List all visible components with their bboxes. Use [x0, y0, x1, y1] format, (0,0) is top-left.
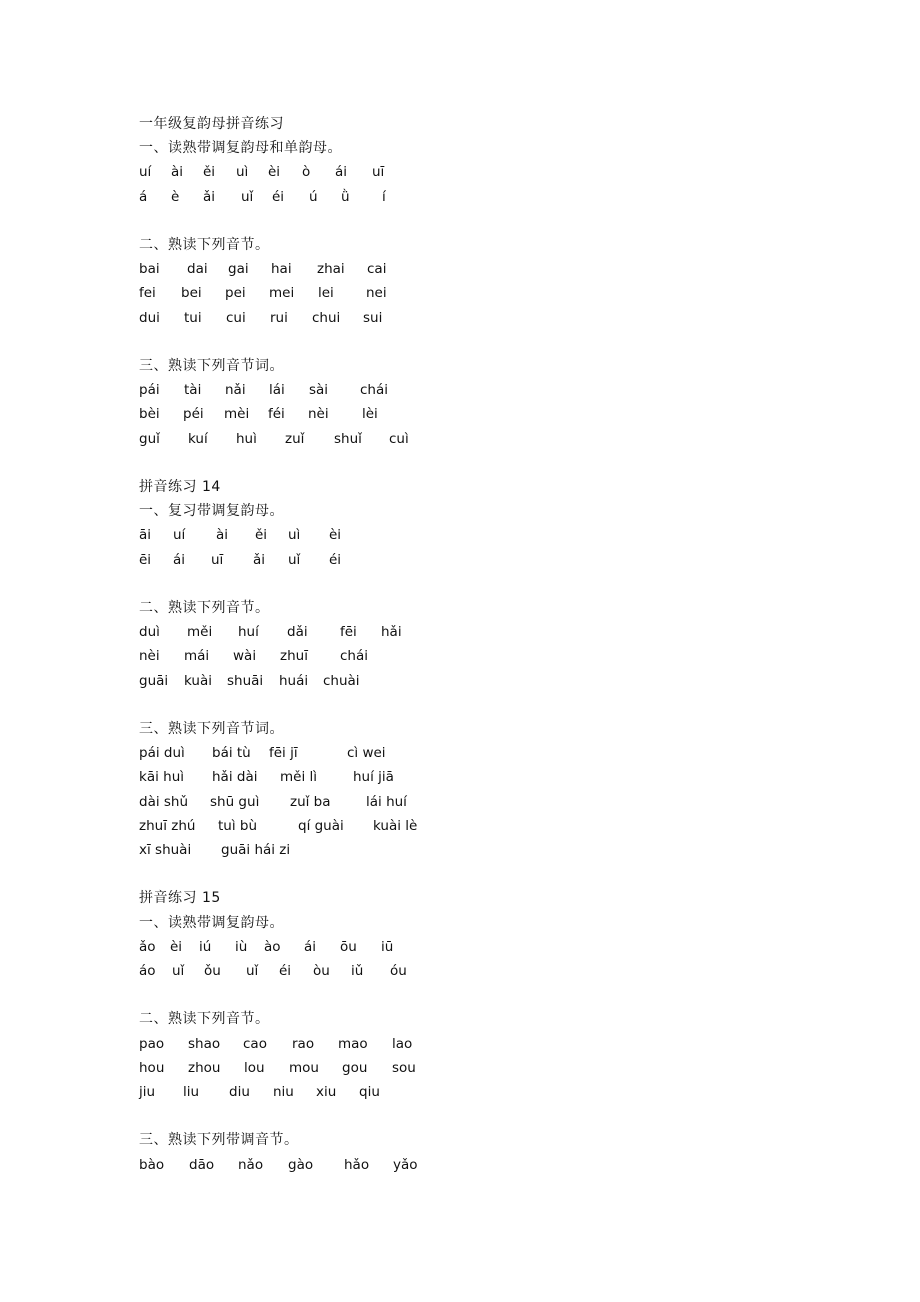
pinyin-syllable: ěi	[255, 527, 268, 544]
pinyin-syllable: cì wei	[347, 745, 386, 762]
pinyin-syllable: pao	[139, 1035, 165, 1052]
pinyin-syllable: mou	[289, 1059, 319, 1076]
pinyin-syllable: mei	[269, 285, 295, 302]
pinyin-row	[139, 185, 439, 209]
pinyin-syllable: iú	[199, 938, 212, 955]
pinyin-syllable: ěi	[203, 164, 216, 181]
pinyin-syllable: mái	[184, 648, 210, 665]
pinyin-syllable: fēi jī	[269, 745, 298, 762]
pinyin-syllable: hai	[271, 261, 292, 278]
pinyin-syllable: ài	[171, 164, 184, 181]
pinyin-row	[139, 1056, 439, 1080]
pinyin-row	[139, 959, 439, 983]
pinyin-syllable: uì	[288, 527, 301, 544]
pinyin-syllable: kuài	[184, 672, 212, 689]
pinyin-syllable: tài	[184, 382, 202, 399]
pinyin-syllable: féi	[268, 406, 285, 423]
pinyin-syllable: ēi	[139, 551, 152, 568]
pinyin-syllable: liu	[183, 1084, 200, 1100]
pinyin-syllable: bái tù	[212, 745, 251, 762]
pinyin-syllable: ào	[264, 938, 281, 955]
pinyin-syllable: á	[139, 188, 148, 205]
pinyin-syllable: mao	[338, 1035, 368, 1052]
pinyin-row	[139, 741, 439, 765]
pinyin-syllable: hou	[139, 1059, 165, 1076]
pinyin-syllable: guǐ	[139, 430, 160, 447]
pinyin-syllable: dāo	[189, 1156, 215, 1173]
pinyin-syllable: lái	[269, 382, 285, 399]
pinyin-syllable: gou	[342, 1059, 368, 1076]
pinyin-syllable: guāi hái zi	[221, 842, 291, 858]
pinyin-syllable: uì	[236, 164, 249, 181]
pinyin-syllable: qiu	[359, 1084, 380, 1100]
pinyin-row	[139, 427, 439, 451]
pinyin-syllable: pái duì	[139, 745, 185, 762]
pinyin-row	[139, 838, 439, 862]
pinyin-syllable: nèi	[139, 648, 160, 665]
pinyin-syllable: áo	[139, 963, 156, 979]
pinyin-syllable: tui	[184, 309, 202, 326]
pinyin-syllable: sou	[392, 1059, 416, 1076]
pinyin-row	[139, 257, 439, 281]
pinyin-syllable: xiu	[316, 1084, 337, 1100]
pinyin-syllable: gai	[228, 261, 249, 278]
pinyin-syllable: sui	[363, 309, 383, 326]
pinyin-syllable: cui	[226, 309, 246, 326]
section-heading: 一、读熟带调复韵母。	[139, 914, 284, 931]
pinyin-syllable: měi lì	[280, 769, 317, 786]
pinyin-syllable: āi	[139, 527, 152, 544]
pinyin-syllable: shuāi	[227, 672, 264, 689]
pinyin-row	[139, 620, 439, 644]
pinyin-syllable: ǎo	[139, 938, 156, 955]
pinyin-syllable: hǎo	[344, 1156, 370, 1173]
pinyin-syllable: kuài lè	[373, 817, 418, 834]
pinyin-syllable: huí	[238, 624, 259, 641]
pinyin-syllable: ǎi	[253, 551, 266, 568]
pinyin-syllable: huái	[279, 672, 309, 689]
pinyin-row	[139, 160, 439, 184]
pinyin-syllable: uí	[139, 164, 152, 181]
pinyin-syllable: fei	[139, 285, 156, 302]
pinyin-syllable: ǜ	[341, 188, 350, 205]
pinyin-row	[139, 1080, 439, 1104]
pinyin-syllable: hǎi	[381, 624, 402, 641]
pinyin-syllable: ǒu	[204, 963, 221, 979]
pinyin-syllable: èi	[170, 938, 183, 955]
pinyin-syllable: zuǐ	[285, 430, 305, 447]
pinyin-syllable: è	[171, 188, 180, 205]
pinyin-syllable: iù	[235, 938, 248, 955]
pinyin-syllable: wài	[233, 648, 257, 665]
pinyin-syllable: pái	[139, 382, 160, 399]
pinyin-syllable: lou	[244, 1059, 265, 1076]
pinyin-syllable: mèi	[224, 406, 250, 423]
pinyin-syllable: tuì bù	[218, 817, 258, 834]
section-heading: 拼音练习 14	[139, 479, 221, 495]
pinyin-syllable: chái	[360, 382, 389, 399]
pinyin-syllable: shuǐ	[334, 430, 362, 447]
pinyin-syllable: lèi	[362, 406, 378, 423]
pinyin-syllable: bai	[139, 261, 160, 278]
pinyin-syllable: cao	[243, 1035, 267, 1052]
pinyin-syllable: óu	[390, 963, 407, 979]
pinyin-row	[139, 306, 439, 330]
pinyin-syllable: lái huí	[366, 793, 407, 810]
pinyin-row	[139, 644, 439, 668]
section-heading: 二、熟读下列音节。	[139, 1011, 270, 1028]
pinyin-syllable: uǐ	[241, 188, 254, 205]
pinyin-syllable: iū	[381, 938, 394, 955]
pinyin-syllable: uí	[173, 527, 186, 544]
pinyin-syllable: ái	[173, 551, 186, 568]
pinyin-syllable: ái	[335, 164, 348, 181]
pinyin-syllable: dui	[139, 309, 160, 326]
pinyin-syllable: zhuī	[280, 648, 308, 665]
pinyin-syllable: huì	[236, 430, 257, 447]
pinyin-syllable: zuǐ ba	[290, 793, 331, 810]
pinyin-syllable: ú	[309, 188, 318, 205]
pinyin-syllable: lei	[318, 285, 334, 302]
pinyin-syllable: ò	[302, 164, 311, 181]
pinyin-syllable: nǎo	[238, 1156, 264, 1173]
pinyin-syllable: bào	[139, 1156, 165, 1173]
pinyin-syllable: gào	[288, 1156, 314, 1173]
pinyin-syllable: bèi	[139, 406, 160, 423]
section-heading: 一、读熟带调复韵母和单韵母。	[139, 140, 342, 157]
pinyin-row	[139, 814, 439, 838]
pinyin-syllable: nèi	[308, 406, 329, 423]
pinyin-row	[139, 548, 439, 572]
pinyin-syllable: shū guì	[210, 793, 260, 810]
pinyin-syllable: í	[382, 188, 386, 205]
pinyin-row	[139, 935, 439, 959]
pinyin-syllable: éi	[329, 551, 342, 568]
pinyin-row	[139, 378, 439, 402]
pinyin-row	[139, 402, 439, 426]
pinyin-syllable: lao	[392, 1035, 413, 1052]
pinyin-syllable: huí jiā	[353, 769, 394, 786]
pinyin-syllable: cuì	[389, 430, 409, 447]
pinyin-row	[139, 790, 439, 814]
pinyin-syllable: uǐ	[246, 963, 259, 979]
pinyin-syllable: uī	[372, 164, 385, 181]
section-heading: 拼音练习 15	[139, 890, 221, 907]
pinyin-syllable: hǎi dài	[212, 769, 258, 786]
pinyin-syllable: nǎi	[225, 382, 246, 399]
pinyin-syllable: ái	[304, 938, 317, 955]
pinyin-syllable: sài	[309, 382, 329, 399]
pinyin-syllable: kuí	[188, 430, 208, 447]
pinyin-syllable: uī	[211, 551, 224, 568]
pinyin-syllable: péi	[183, 406, 204, 423]
pinyin-syllable: iǔ	[351, 963, 364, 979]
section-heading: 三、熟读下列音节词。	[139, 721, 284, 737]
pinyin-syllable: zhuī zhú	[139, 817, 196, 834]
pinyin-syllable: òu	[313, 963, 330, 979]
pinyin-syllable: duì	[139, 624, 160, 641]
pinyin-syllable: rao	[292, 1035, 315, 1052]
pinyin-syllable: zhai	[317, 261, 345, 278]
pinyin-syllable: éi	[279, 963, 292, 979]
pinyin-syllable: bei	[181, 285, 202, 302]
section-heading: 二、熟读下列音节。	[139, 600, 270, 616]
pinyin-syllable: nei	[366, 285, 387, 302]
pinyin-syllable: fēi	[340, 624, 357, 641]
pinyin-syllable: dǎi	[287, 624, 308, 641]
pinyin-syllable: chuài	[323, 672, 360, 689]
pinyin-syllable: dài shǔ	[139, 793, 189, 810]
pinyin-syllable: niu	[273, 1084, 294, 1100]
pinyin-syllable: ài	[216, 527, 229, 544]
pinyin-syllable: guāi	[139, 672, 169, 689]
pinyin-syllable: diu	[229, 1084, 250, 1100]
pinyin-syllable: cai	[367, 261, 387, 278]
pinyin-row	[139, 523, 439, 547]
pinyin-row	[139, 1032, 439, 1056]
pinyin-syllable: uǐ	[288, 551, 301, 568]
pinyin-syllable: xī shuài	[139, 842, 192, 858]
pinyin-syllable: ōu	[340, 938, 357, 955]
pinyin-syllable: éi	[272, 188, 285, 205]
pinyin-syllable: chui	[312, 309, 341, 326]
pinyin-syllable: chái	[340, 648, 369, 665]
section-heading: 一年级复韵母拼音练习	[139, 116, 284, 132]
pinyin-syllable: měi	[187, 624, 213, 641]
pinyin-syllable: zhou	[188, 1059, 221, 1076]
pinyin-syllable: èi	[329, 527, 342, 544]
pinyin-syllable: kāi huì	[139, 769, 184, 786]
pinyin-row	[139, 669, 439, 693]
pinyin-row	[139, 281, 439, 305]
pinyin-syllable: rui	[270, 309, 288, 326]
pinyin-syllable: yǎo	[393, 1156, 418, 1173]
section-heading: 一、复习带调复韵母。	[139, 503, 284, 520]
section-heading: 二、熟读下列音节。	[139, 237, 270, 253]
pinyin-syllable: ǎi	[203, 188, 216, 205]
pinyin-syllable: qí guài	[298, 817, 344, 834]
section-heading: 三、熟读下列音节词。	[139, 358, 284, 374]
pinyin-syllable: dai	[187, 261, 208, 278]
pinyin-syllable: uǐ	[172, 963, 185, 979]
pinyin-syllable: pei	[225, 285, 246, 302]
pinyin-syllable: jiu	[139, 1084, 156, 1100]
pinyin-row	[139, 1153, 439, 1177]
pinyin-syllable: èi	[268, 164, 281, 181]
section-heading: 三、熟读下列带调音节。	[139, 1132, 299, 1149]
pinyin-syllable: shao	[188, 1035, 221, 1052]
pinyin-row	[139, 765, 439, 789]
